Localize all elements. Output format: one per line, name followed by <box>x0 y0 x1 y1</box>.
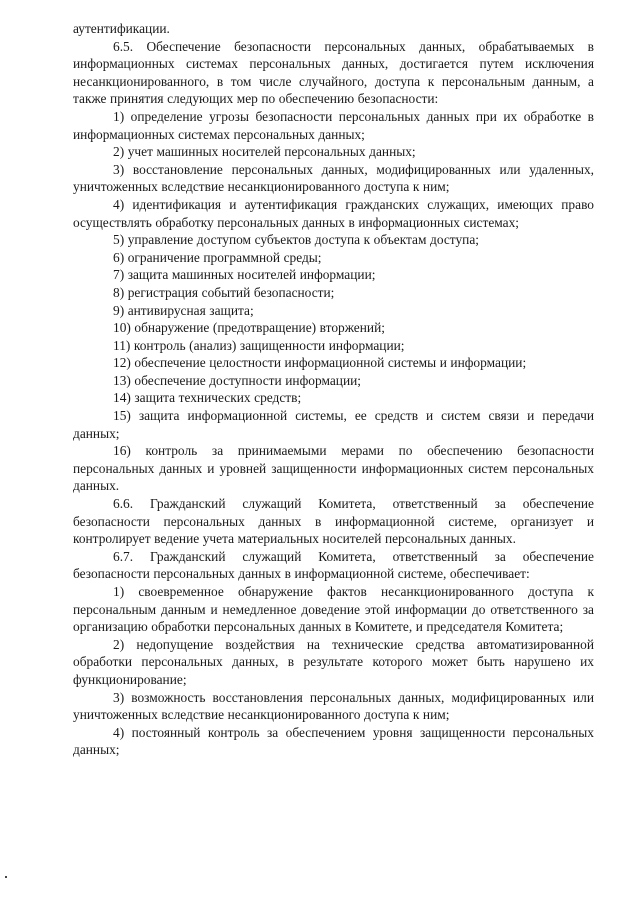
list-item-3: 3) восстановление персональных данных, модифицированных или удаленных, уничтоженных вследствие несанкционированного доступа к ним; <box>73 161 594 195</box>
paragraph-6-6: 6.6. Гражданский служащий Комитета, ответственный за обеспечение безопасности персональных данных в информационной системе, организует и контролирует ведение учета материальных носителей персональных данных. <box>73 496 594 547</box>
list-item-15: 15) защита информационной системы, ее средств и систем связи и передачи данных; <box>73 408 594 441</box>
paragraph-continuation: аутентификации. <box>73 21 170 36</box>
duty-item-4: 4) постоянный контроль за обеспечением уровня защищенности персональных данных; <box>73 724 594 758</box>
list-item-2: 2) учет машинных носителей персональных данных; <box>113 144 416 160</box>
list-item-6: 6) ограничение программной среды; <box>113 249 322 265</box>
list-item-8: 8) регистрация событий безопасности; <box>113 284 335 300</box>
duty-item-3: 3) возможность восстановления персональных данных, модифицированных или уничтоженных вследствие несанкционированного доступа к ним; <box>73 689 594 723</box>
list-item-5: 5) управление доступом субъектов доступа к объектам доступа; <box>113 232 479 248</box>
list-item-16: 16) контроль за принимаемыми мерами по обеспечению безопасности персональных данных и уровней защищенности информационных систем персональных данных. <box>73 443 594 494</box>
list-item-14: 14) защита технических средств; <box>113 390 302 406</box>
list-item-9: 9) антивирусная защита; <box>113 302 254 318</box>
list-item-1: 1) определение угрозы безопасности персональных данных при их обработке в информационных системах персональных данных; <box>73 108 594 142</box>
document-body <box>73 20 594 759</box>
list-item-13: 13) обеспечение доступности информации; <box>113 372 361 388</box>
list-item-10: 10) обнаружение (предотвращение) вторжений; <box>113 320 385 336</box>
list-item-7: 7) защита машинных носителей информации; <box>113 267 376 283</box>
scan-artifact-dot <box>5 876 7 878</box>
paragraph-6-5: 6.5. Обеспечение безопасности персональных данных, обрабатываемых в информационных системах персональных данных, достигается путем исключения несанкционированного, в том числе случайного, доступа к персональным данным, а также принятия следующих мер по обеспечению безопасности: <box>73 38 594 107</box>
duty-item-1: 1) своевременное обнаружение фактов несанкционированного доступа к персональным данным и немедленное доведение этой информации до ответственного за организацию обработки персональных данных в Комитете, и председателя Комитета; <box>73 584 594 635</box>
list-item-12: 12) обеспечение целостности информационной системы и информации; <box>113 355 527 371</box>
paragraph-6-7: 6.7. Гражданский служащий Комитета, ответственный за обеспечение безопасности персональных данных в информационной системе, обеспечивает: <box>73 548 594 582</box>
list-item-11: 11) контроль (анализ) защищенности информации; <box>113 337 405 353</box>
duty-item-2: 2) недопущение воздействия на технические средства автоматизированной обработки персональных данных, в результате которого может быть нарушено их функционирование; <box>73 636 594 687</box>
list-item-4: 4) идентификация и аутентификация гражданских служащих, имеющих право осуществлять обработку персональных данных в информационных системах; <box>73 196 594 230</box>
